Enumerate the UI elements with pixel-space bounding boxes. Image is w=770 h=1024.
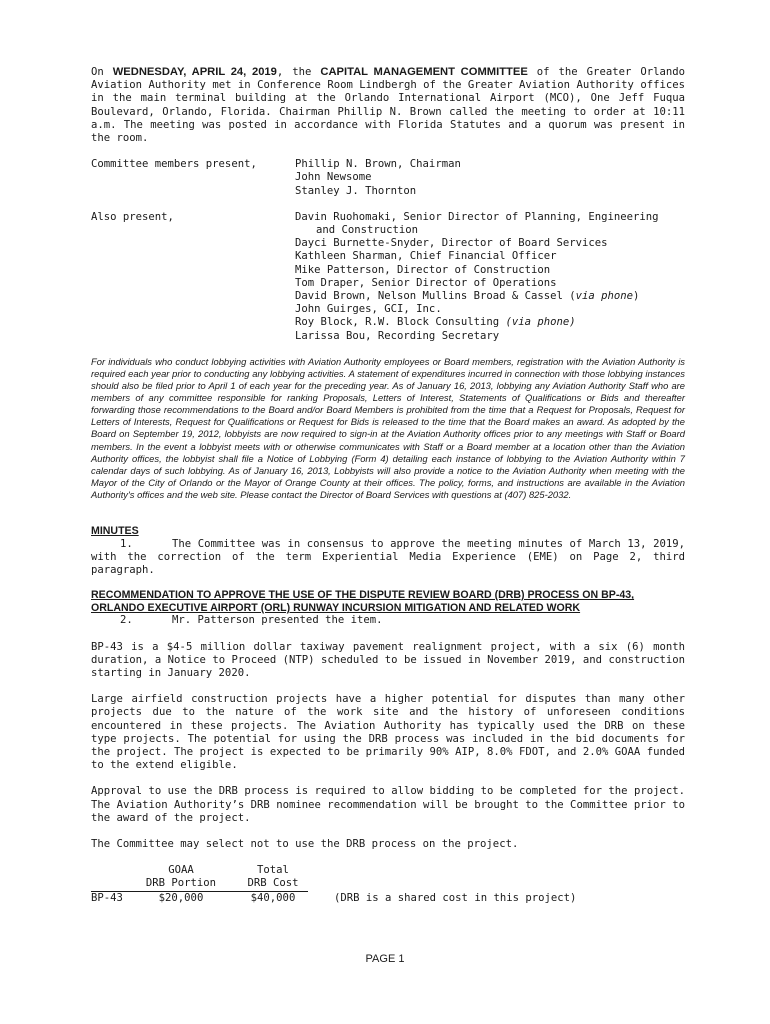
attendee-block-via: (via phone)	[505, 316, 576, 329]
col-total-header-1: Total	[257, 864, 289, 877]
meeting-date: WEDNESDAY, APRIL 24, 2019	[112, 66, 277, 78]
lobbying-notice: For individuals who conduct lobbying activities with Aviation Authority employees or Board members, registration with the Aviation Authority is required each year prior to conducting any lobbying activities. A statement of expenditures incurred in connection with those lobbying instances should also be filed prior to April 1 of each year for the preceding year. As of January 16, 2013, lobbying any Aviation Authority Staff who are members of any committee responsible for ranking Proposals, Letters of Interest, Statements of Qualifications or Bids and thereafter forwarding those recommendations to the Board and/or Board Members is prohibited from the time that a Request for Proposals, Request for Letters of Interests, Request for Qualifications or Request for Bids is released to the time that the Board makes an award. As adopted by the Board on September 19, 2012, lobbyists are now required to sign-in at the Aviation Authority offices prior to any meetings with Staff or Board members. In the event a lobbyist meets with or otherwise communicates with Staff or a Board member at a location other than the Aviation Authority offices, the lobbyist shall file a Notice of Lobbying (Form 4) detailing each instance of lobbying to the Aviation Authority within 7 calendar days of such lobbying. As of January 16, 2013, Lobbyists will also provide a notice to the Aviation Authority when meeting with the Mayor of the City of Orlando or the Mayor of Orange County at their offices. The policy, forms, and instructions are available in the Aviation Authority's offices and the web site. Please contact the Director of Board Services with questions at (407) 825-2032.	[91, 355, 685, 500]
drb-paragraph: BP-43 is a $4-5 million dollar taxiway pavement realignment project, with a six (6) month duration, a Notice to Proceed (NTP) scheduled to be issued in November 2019, and construction starting in January 2020.	[91, 640, 685, 679]
intro-paragraph	[91, 66, 685, 145]
committee-name: CAPITAL MANAGEMENT COMMITTEE	[320, 66, 528, 78]
also-present-list	[295, 211, 685, 343]
minutes-section	[91, 525, 685, 577]
attendee-name: Larissa Bou, Recording Secretary	[295, 329, 500, 342]
drb-presenter: Mr. Patterson presented the item.	[172, 614, 383, 627]
attendee-name: Davin Ruohomaki, Senior Director of Planning, Engineering	[295, 210, 659, 223]
table-row	[91, 891, 576, 905]
total-cost-cell: $40,000	[250, 891, 296, 904]
item-number: 2.	[120, 614, 133, 627]
intro-the: , the	[276, 66, 321, 78]
attendee-name: Mike Patterson, Director of Construction	[295, 263, 551, 276]
members-label: Committee members present,	[91, 158, 257, 171]
drb-paragraph: The Committee may select not to use the DRB process on the project.	[91, 838, 519, 851]
page-number: PAGE 1	[365, 953, 405, 965]
attendee-brown: David Brown, Nelson Mullins Broad & Cassel (	[295, 290, 576, 303]
drb-paragraph: Large airfield construction projects have a higher potential for disputes than many other projects due to the nature of the work site and the history of unforeseen conditions encountered in these projects. The Aviation Authority has typically used the DRB on these type projects. The potential for using the DRB process was included in the bid documents for the project. The project is expected to be primarily 90% AIP, 8.0% FDOT, and 2.0% GOAA funded to the extend eligible.	[91, 693, 685, 772]
item-number: 1.	[120, 537, 133, 550]
attendee-brown-end: )	[633, 290, 640, 303]
attendee-name	[295, 290, 685, 303]
drb-heading-line-1: RECOMMENDATION TO APPROVE THE USE OF THE DISPUTE REVIEW BOARD (DRB) PROCESS ON BP-43,	[91, 589, 635, 602]
intro-text: of the Greater Orlando Aviation Authority met in Conference Room Lindbergh of the Greater Aviation Authority offices in the main terminal building at the Orlando International Airport (MCO), One Jeff Fuqua Boulevard, Orlando, Florida. Chairman Phillip N. Brown called the meeting to order at 10:11 a.m. The meeting was posted in accordance with Florida Statutes and a quorum was present in the room.	[91, 66, 685, 145]
row-label: BP-43	[91, 891, 123, 904]
minutes-text: The Committee was in consensus to approve the meeting minutes of March 13, 2019, with the correction of the term Experiential Media Experience (EME) on Page 2, third paragraph.	[91, 537, 685, 576]
intro-on: On	[91, 66, 113, 78]
member-name: Phillip N. Brown, Chairman	[295, 158, 461, 171]
member-name: John Newsome	[295, 171, 372, 184]
attendee-name-continued: and Construction	[316, 224, 419, 237]
minutes-heading: MINUTES	[91, 524, 139, 537]
drb-item	[91, 614, 685, 627]
drb-section	[91, 589, 685, 905]
cost-note: (DRB is a shared cost in this project)	[334, 891, 577, 904]
attendee-brown-via: via phone	[575, 290, 634, 303]
attendee-name: John Guirges, GCI, Inc.	[295, 303, 442, 316]
attendee-block: Roy Block, R.W. Block Consulting	[295, 316, 506, 329]
attendee-name: Kathleen Sharman, Chief Financial Officer	[295, 250, 557, 263]
attendee-name: Dayci Burnette-Snyder, Director of Board Services	[295, 237, 608, 250]
drb-cost-table	[91, 864, 576, 905]
col-goaa-header-1: GOAA	[168, 864, 194, 877]
col-total-header-2: DRB Cost	[238, 877, 308, 891]
drb-heading-line-2: ORLANDO EXECUTIVE AIRPORT (ORL) RUNWAY INCURSION MITIGATION AND RELATED WORK	[91, 601, 581, 614]
members-list	[295, 158, 685, 198]
members-present-block	[91, 158, 685, 198]
minutes-page	[91, 66, 685, 905]
col-goaa-header-2: DRB Portion	[136, 877, 226, 891]
drb-paragraph: Approval to use the DRB process is required to allow bidding to be completed for the project. The Aviation Authority’s DRB nominee recommendation will be brought to the Committee prior to the award of the project.	[91, 785, 685, 824]
minutes-item	[91, 538, 685, 578]
attendee-name	[295, 316, 685, 329]
also-present-label: Also present,	[91, 210, 174, 223]
goaa-portion-cell: $20,000	[158, 891, 204, 904]
member-name: Stanley J. Thornton	[295, 184, 417, 197]
attendee-name: Tom Draper, Senior Director of Operations	[295, 276, 557, 289]
also-present-block	[91, 211, 685, 343]
